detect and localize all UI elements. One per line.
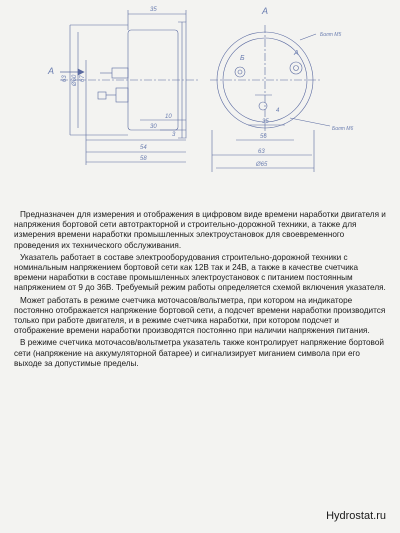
terminal-b-label: Б [240,55,245,62]
bolt-m5-label: Болт М5 [320,32,342,38]
dim-58: 58 [140,156,147,162]
paragraph: В режиме счетчика моточасов/вольтметра указатель также контролирует напряжение бортовой сети (напряжение на аккумуляторной батарее) и сигнализирует миганием символа при его выходе за допустимые пределы. [14,338,384,368]
dim-4: 4 [276,108,280,114]
terminal-upper [112,68,128,78]
terminal-a [290,62,302,74]
dim-63-left: 63 [62,75,68,82]
terminal-bottom [259,102,267,110]
dim-35: 35 [150,7,157,13]
dim-3: 3 [172,132,176,138]
view-label: A [262,6,269,16]
dim-54: 54 [140,145,147,151]
paragraph: Может работать в режиме счетчика моточасов/вольтметра, при котором на индикаторе постоянно отображается напряжение бортовой сети, а подсчет времени наработки производится только при работе двигателя, и в режиме счетчика наработки, при котором подсчет и отображение времени наработки производятся постоянно при наличии напряжения питания. [14,295,386,336]
technical-drawing [0,0,400,200]
dim-35-inner: 35 [262,119,269,125]
terminal-b [235,67,245,77]
paragraph: Предназначен для измерения и отображения в цифровом виде времени наработки двигателя и напряжения бортовой сети автотракторной и строительно-дорожной техники, а также для измерения времени наработки промышленных электроустановок для своевременного проведения их технического обслуживания. [14,210,386,250]
dim-60: Ø60 [72,74,78,86]
terminal-lower [116,88,128,102]
paragraph: Указатель работает в составе электрооборудования строительно-дорожной техники с номинальным напряжением бортовой сети как 12В так и 24В, а также в качестве счетчика времени наработки в составе промышленных электроустановок с питанием постоянным напряжением от 9 до 36В. Требуемый режим работы определяется схемой включения указателя. [14,252,386,293]
dim-30: 30 [150,124,157,130]
terminal-a-label: А [294,50,299,57]
view-arrow-label: A [48,66,55,76]
dim-56: 56 [260,134,267,140]
dim-10: 10 [165,114,172,120]
dim-67: 67 [80,75,86,82]
dim-63-bottom: 63 [258,149,265,155]
bolt-m6-label: Болт М6 [332,126,354,132]
dim-65: Ø65 [256,162,268,168]
site-watermark: Hydrostat.ru [326,510,386,522]
description-text [14,210,386,371]
